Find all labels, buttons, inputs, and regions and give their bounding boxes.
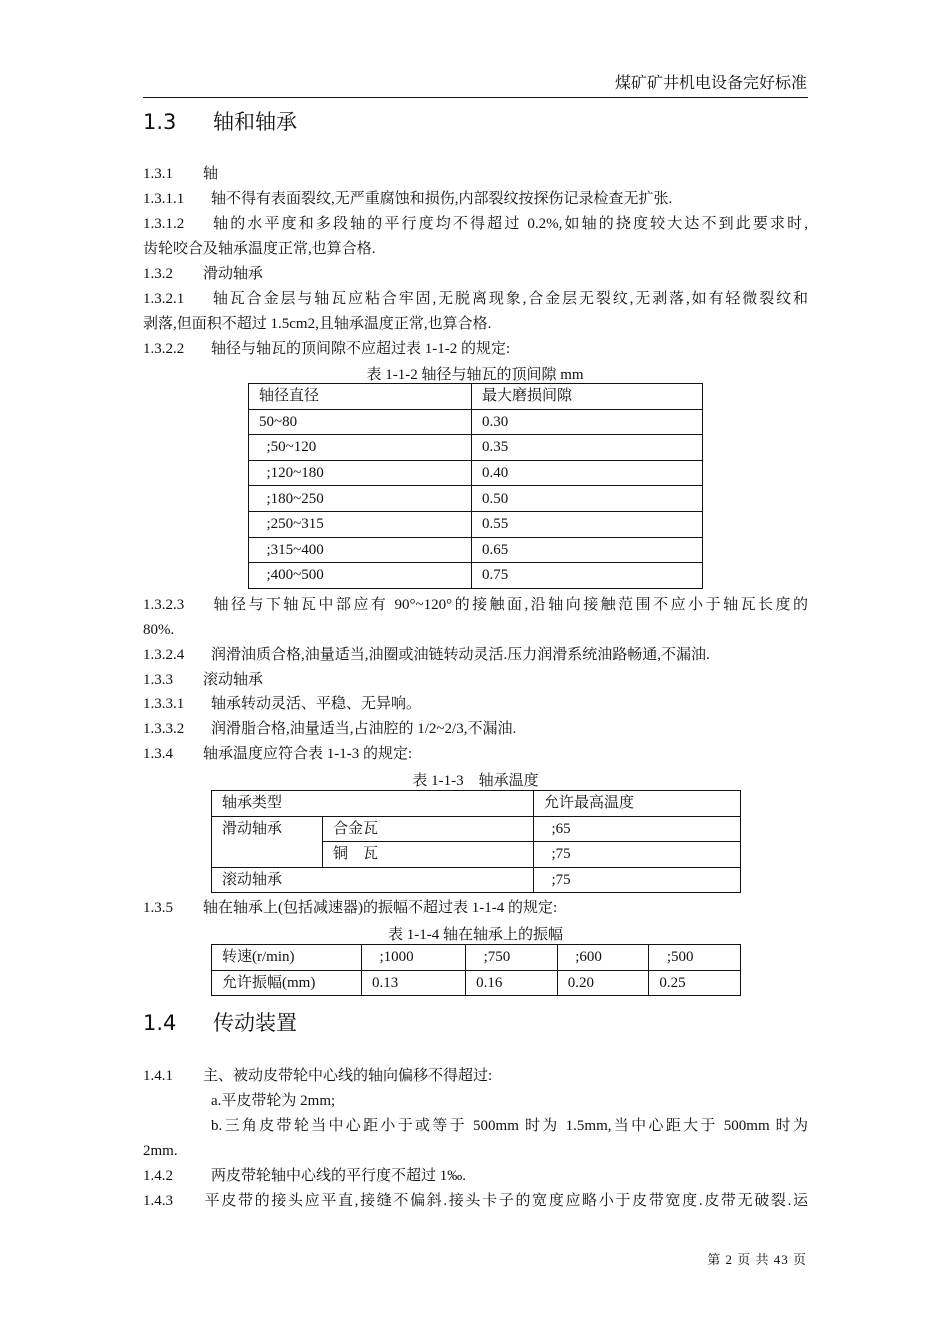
clause-1-3-2-3-cont: 80%. (143, 622, 175, 638)
table-1-1-3 (211, 790, 741, 893)
clause-1-3-1-2 (143, 214, 808, 234)
page-number: 第 2 页 共 43 页 (707, 1252, 807, 1267)
clause-text: 轴不得有表面裂纹,无严重腐蚀和损伤,内部裂纹按探伤记录检查无扩张. (211, 191, 673, 207)
table-row (249, 460, 703, 486)
clause-1-3-1 (143, 164, 218, 184)
clause-number: 1.3.3.1 (143, 696, 185, 712)
clause-1-3-3-2 (143, 719, 516, 739)
table-cell: 合金瓦 (323, 816, 534, 842)
clause-number: 1.3.2.3 (143, 597, 185, 613)
clause-number: 1.3.2.2 (143, 341, 185, 357)
table-header-cell: 最大磨损间隙 (472, 384, 703, 410)
clause-1-3-2 (143, 264, 263, 284)
section-heading-1-4 (143, 1007, 297, 1037)
clause-1-3-1-1 (143, 189, 672, 209)
table-row (212, 816, 741, 842)
table-cell: 滑动轴承 (212, 816, 323, 867)
table-row (249, 511, 703, 537)
table-cell: ;75 (534, 867, 741, 893)
table-cell: 铜 瓦 (323, 842, 534, 868)
table-header-row (212, 791, 741, 817)
table-header-cell: 允许振幅(mm) (212, 970, 362, 996)
clause-number: 1.3.2 (143, 266, 173, 282)
clause-text: 轴在轴承上(包括减速器)的振幅不超过表 1-1-4 的规定: (203, 900, 558, 916)
table-row (249, 537, 703, 563)
table-1-1-3-caption: 表 1-1-3 轴承温度 (412, 773, 539, 789)
table-cell: 0.30 (472, 409, 703, 435)
clause-number: 1.4.3 (143, 1193, 173, 1209)
section-heading-1-3 (143, 106, 297, 136)
clause-1-4-2 (143, 1166, 466, 1186)
table-cell: 0.20 (557, 970, 649, 996)
table-header-cell: 轴径直径 (249, 384, 472, 410)
table-1-1-2 (248, 383, 703, 589)
table-cell: 0.55 (472, 511, 703, 537)
clause-text: 主、被动皮带轮中心线的轴向偏移不得超过: (203, 1068, 493, 1084)
table-header-cell: 转速(r/min) (212, 945, 362, 971)
table-cell: ;250~315 (249, 511, 472, 537)
clause-1-3-1-2-cont: 齿轮咬合及轴承温度正常,也算合格. (143, 241, 376, 257)
table-1-1-4-caption: 表 1-1-4 轴在轴承上的振幅 (388, 927, 563, 943)
clause-1-4-3 (143, 1191, 808, 1211)
table-cell: 0.35 (472, 435, 703, 461)
clause-1-3-2-4 (143, 645, 710, 665)
table-cell: ;65 (534, 816, 741, 842)
clause-number: 1.3.3.2 (143, 721, 185, 737)
clause-number: 1.3.5 (143, 900, 173, 916)
clause-1-3-2-3 (143, 595, 808, 615)
clause-1-4-1-b: b.三角皮带轮当中心距小于或等于 500mm 时为 1.5mm,当中心距大于 500mm 时为 (211, 1118, 808, 1134)
table-cell: 0.65 (472, 537, 703, 563)
clause-text: 轴径与轴瓦的顶间隙不应超过表 1-1-2 的规定: (211, 341, 511, 357)
clause-text: 轴径与下轴瓦中部应有 90°~120°的接触面,沿轴向接触范围不应小于轴瓦长度的 (211, 597, 808, 613)
clause-number: 1.3.2.1 (143, 291, 185, 307)
clause-number: 1.3.1.2 (143, 216, 185, 232)
clause-number: 1.3.1 (143, 166, 173, 182)
clause-text: 润滑油质合格,油量适当,油圈或油链转动灵活.压力润滑系统油路畅通,不漏油. (211, 647, 710, 663)
clause-number: 1.3.2.4 (143, 647, 185, 663)
section-title: 轴和轴承 (213, 110, 297, 134)
clause-1-3-2-2 (143, 339, 510, 359)
clause-number: 1.3.1.1 (143, 191, 185, 207)
table-row (249, 409, 703, 435)
table-cell: 0.50 (472, 486, 703, 512)
table-header-row (249, 384, 703, 410)
clause-number: 1.3.3 (143, 672, 173, 688)
table-header-cell: 轴承类型 (212, 791, 534, 817)
table-row (212, 970, 741, 996)
clause-number: 1.3.4 (143, 746, 173, 762)
clause-1-3-2-1-cont: 剥落,但面积不超过 1.5cm2,且轴承温度正常,也算合格. (143, 316, 492, 332)
table-cell: ;600 (557, 945, 649, 971)
clause-1-3-2-1 (143, 289, 808, 309)
table-cell: 50~80 (249, 409, 472, 435)
clause-number: 1.4.1 (143, 1068, 173, 1084)
table-cell: ;75 (534, 842, 741, 868)
clause-text: 轴瓦合金层与轴瓦应粘合牢固,无脱离现象,合金层无裂纹,无剥落,如有轻微裂纹和 (211, 291, 808, 307)
clause-text: 轴承转动灵活、平稳、无异响。 (211, 696, 422, 712)
section-number: 1.3 (143, 110, 177, 134)
table-1-1-4 (211, 944, 741, 996)
clause-1-3-5 (143, 898, 557, 918)
table-cell: 0.13 (362, 970, 466, 996)
clause-text: 平皮带的接头应平直,接缝不偏斜.接头卡子的宽度应略小于皮带宽度.皮带无破裂.运 (203, 1193, 808, 1209)
clause-1-3-4 (143, 744, 412, 764)
clause-text: 轴的水平度和多段轴的平行度均不得超过 0.2%,如轴的挠度较大达不到此要求时, (211, 216, 808, 232)
table-cell: ;50~120 (249, 435, 472, 461)
table-row (249, 563, 703, 589)
table-cell: ;400~500 (249, 563, 472, 589)
clause-text: 两皮带轮轴中心线的平行度不超过 1‰. (211, 1168, 467, 1184)
table-header-cell: 允许最高温度 (534, 791, 741, 817)
clause-1-4-1 (143, 1066, 492, 1086)
clause-text: 润滑脂合格,油量适当,占油腔的 1/2~2/3,不漏油. (211, 721, 517, 737)
table-row (212, 945, 741, 971)
clause-1-3-3 (143, 670, 263, 690)
clause-text: 滑动轴承 (203, 266, 264, 282)
table-cell: ;315~400 (249, 537, 472, 563)
table-cell: ;120~180 (249, 460, 472, 486)
table-1-1-2-caption: 表 1-1-2 轴径与轴瓦的顶间隙 mm (366, 367, 584, 383)
table-cell: ;180~250 (249, 486, 472, 512)
clause-1-3-3-1 (143, 694, 421, 714)
table-row (212, 867, 741, 893)
table-cell: ;1000 (362, 945, 466, 971)
table-cell: ;750 (466, 945, 558, 971)
running-header-title: 煤矿矿井机电设备完好标准 (614, 73, 807, 92)
section-number: 1.4 (143, 1011, 177, 1035)
table-cell: 0.16 (466, 970, 558, 996)
header-rule (143, 97, 808, 98)
table-row (249, 435, 703, 461)
clause-text: 轴承温度应符合表 1-1-3 的规定: (203, 746, 413, 762)
clause-1-4-1-b-cont: 2mm. (143, 1143, 178, 1159)
table-cell: 0.25 (649, 970, 741, 996)
clause-1-4-1-a: a.平皮带轮为 2mm; (211, 1093, 336, 1109)
table-row (249, 486, 703, 512)
clause-text: 轴 (203, 166, 219, 182)
table-cell: 滚动轴承 (212, 867, 534, 893)
table-cell: 0.40 (472, 460, 703, 486)
table-cell: ;500 (649, 945, 741, 971)
clause-text: 滚动轴承 (203, 672, 264, 688)
clause-number: 1.4.2 (143, 1168, 173, 1184)
section-title: 传动装置 (213, 1011, 297, 1035)
table-cell: 0.75 (472, 563, 703, 589)
